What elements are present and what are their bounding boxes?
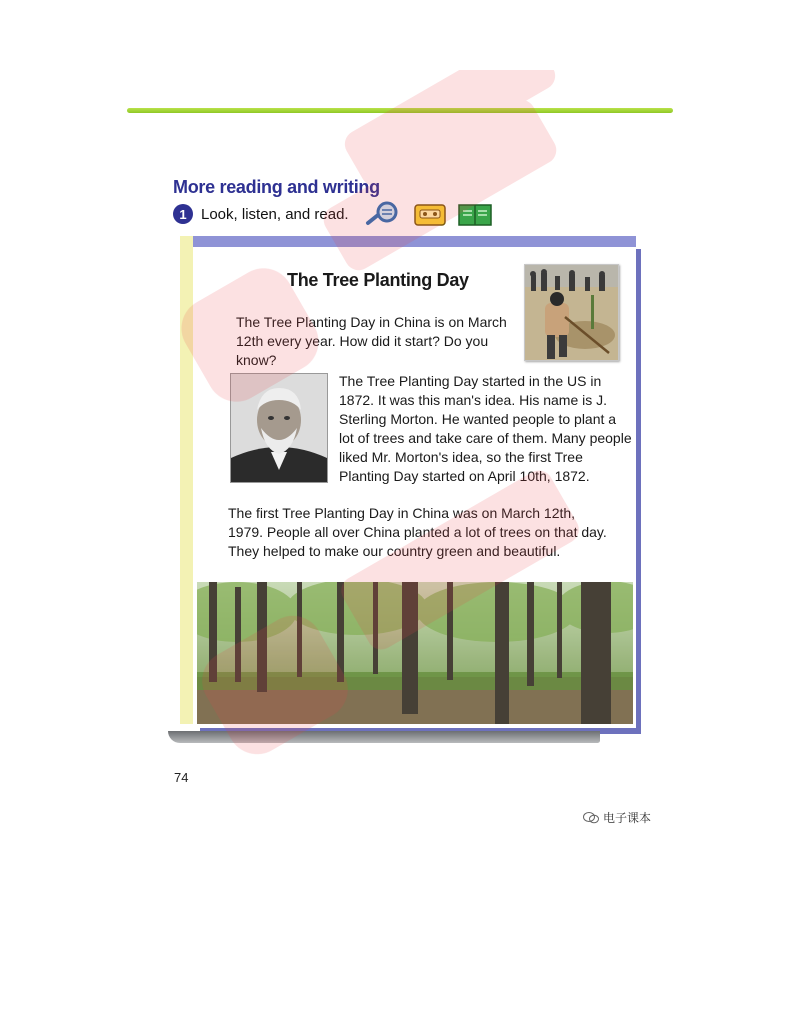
- article-paragraph-1: The Tree Planting Day in China is on March 12th every year. How did it start? Do you know?: [236, 314, 507, 368]
- footer-credit-label: 电子课本: [603, 811, 652, 825]
- chat-bubble-icon: [583, 812, 599, 824]
- instruction-row: [173, 201, 349, 227]
- magnifier-icon: [364, 201, 404, 227]
- instruction-text: Look, listen, and read.: [201, 205, 349, 223]
- page-number: 74: [174, 770, 189, 785]
- cassette-icon: [414, 203, 446, 227]
- panel-bottom-edge: [168, 731, 600, 743]
- article-paragraph-3: The first Tree Planting Day in China was on March 12th, 1979. People all over China planted a lot of trees on that day. They helped to make our country green and beautiful.: [228, 505, 607, 559]
- footer-credit: [583, 809, 651, 826]
- top-green-line: [127, 108, 673, 113]
- tree-planting-photo: [524, 264, 619, 361]
- section-heading: More reading and writing: [173, 177, 380, 197]
- article-title: The Tree Planting Day: [287, 270, 469, 290]
- panel-side-strip: [180, 236, 194, 724]
- article-paragraph-2: The Tree Planting Day started in the US in 1872. It was this man's idea. His name is J. Sterling Morton. He wanted people to plant a lot of trees and take care of them. Many people liked Mr. Morton's idea, so the first Tree Planting Day started on April 10th, 1872.: [339, 373, 632, 484]
- morton-portrait: [230, 373, 328, 483]
- step-number-badge: 1: [173, 204, 193, 224]
- book-icon: [458, 203, 492, 227]
- forest-photo: [197, 582, 633, 724]
